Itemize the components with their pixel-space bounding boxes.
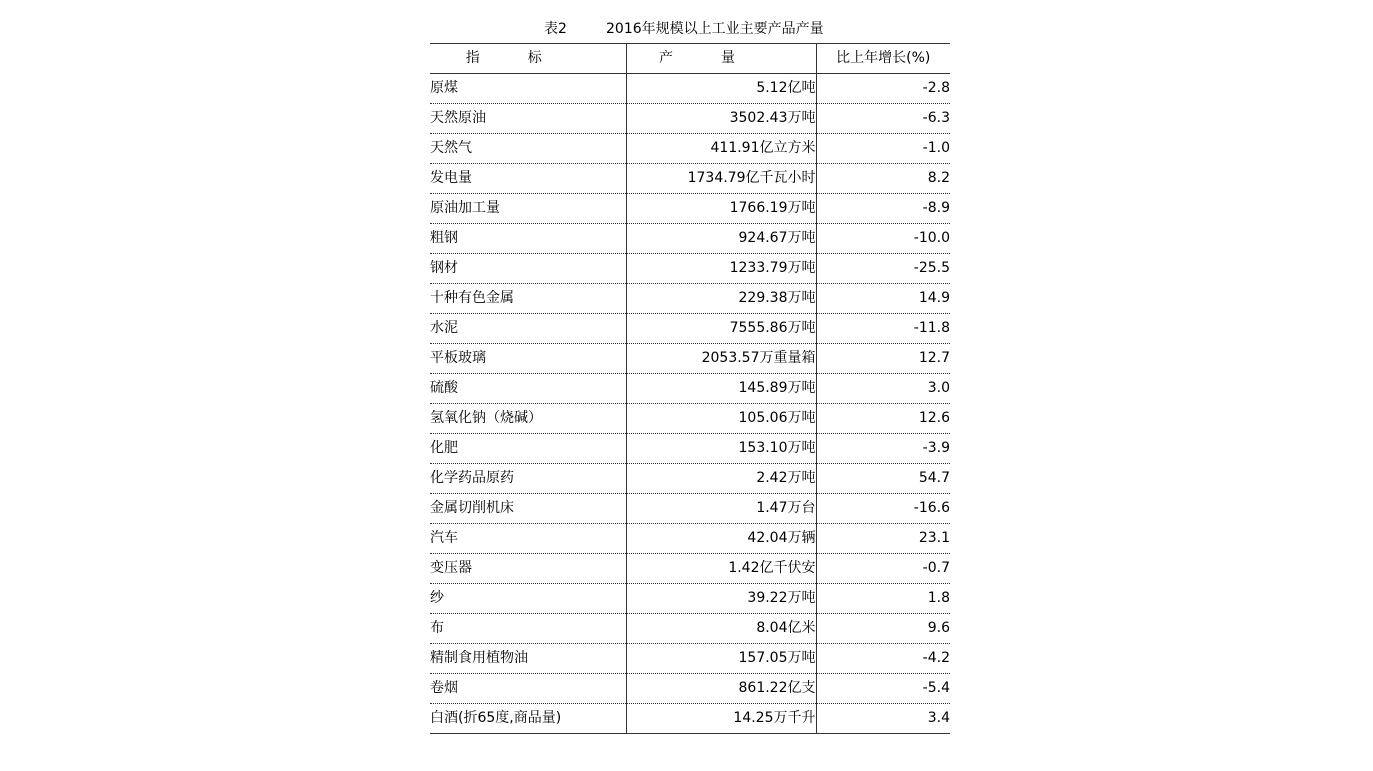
output-cell: 153.10万吨	[626, 434, 816, 464]
product-name-cell: 金属切削机床	[430, 494, 626, 524]
table-number: 表2	[544, 21, 567, 37]
growth-cell: 54.7	[816, 464, 950, 494]
table-row	[430, 494, 950, 524]
column-header-growth: 比上年增长(%)	[816, 44, 950, 74]
table-row	[430, 704, 950, 734]
output-cell: 2053.57万重量箱	[626, 344, 816, 374]
product-name-cell: 化学药品原药	[430, 464, 626, 494]
output-cell: 1.42亿千伏安	[626, 554, 816, 584]
product-name-cell: 粗钢	[430, 224, 626, 254]
table-row	[430, 524, 950, 554]
growth-cell: -11.8	[816, 314, 950, 344]
output-cell: 924.67万吨	[626, 224, 816, 254]
product-name-cell: 平板玻璃	[430, 344, 626, 374]
table-body	[430, 74, 950, 734]
output-cell: 1.47万台	[626, 494, 816, 524]
output-cell: 14.25万千升	[626, 704, 816, 734]
table-row	[430, 584, 950, 614]
output-cell: 5.12亿吨	[626, 74, 816, 104]
table-row	[430, 224, 950, 254]
output-cell: 42.04万辆	[626, 524, 816, 554]
growth-cell: -3.9	[816, 434, 950, 464]
product-name-cell: 十种有色金属	[430, 284, 626, 314]
growth-cell: -25.5	[816, 254, 950, 284]
header-row	[430, 44, 950, 74]
growth-cell: 14.9	[816, 284, 950, 314]
product-name-cell: 精制食用植物油	[430, 644, 626, 674]
table-row	[430, 644, 950, 674]
output-cell: 861.22亿支	[626, 674, 816, 704]
product-name-cell: 钢材	[430, 254, 626, 284]
table-row	[430, 434, 950, 464]
growth-cell: -2.8	[816, 74, 950, 104]
output-cell: 3502.43万吨	[626, 104, 816, 134]
product-output-table	[430, 43, 950, 734]
output-cell: 2.42万吨	[626, 464, 816, 494]
output-cell: 145.89万吨	[626, 374, 816, 404]
output-cell: 105.06万吨	[626, 404, 816, 434]
product-name-cell: 纱	[430, 584, 626, 614]
table-row	[430, 344, 950, 374]
product-name-cell: 化肥	[430, 434, 626, 464]
table-row	[430, 284, 950, 314]
growth-cell: 23.1	[816, 524, 950, 554]
table-row	[430, 194, 950, 224]
table-row	[430, 104, 950, 134]
product-name-cell: 汽车	[430, 524, 626, 554]
column-header-output: 产量	[626, 44, 816, 74]
growth-cell: -16.6	[816, 494, 950, 524]
product-name-cell: 发电量	[430, 164, 626, 194]
product-name-cell: 天然气	[430, 134, 626, 164]
table-row	[430, 374, 950, 404]
table-title-text: 2016年规模以上工业主要产品产量	[606, 21, 824, 37]
table-row	[430, 134, 950, 164]
growth-cell: 12.6	[816, 404, 950, 434]
column-header-name: 指标	[430, 44, 626, 74]
growth-cell: 8.2	[816, 164, 950, 194]
product-name-cell: 氢氧化钠（烧碱）	[430, 404, 626, 434]
growth-cell: 3.0	[816, 374, 950, 404]
table-row	[430, 254, 950, 284]
growth-cell: 12.7	[816, 344, 950, 374]
product-name-cell: 布	[430, 614, 626, 644]
growth-cell: 1.8	[816, 584, 950, 614]
table-row	[430, 164, 950, 194]
output-cell: 1766.19万吨	[626, 194, 816, 224]
product-name-cell: 天然原油	[430, 104, 626, 134]
output-cell: 157.05万吨	[626, 644, 816, 674]
growth-cell: -5.4	[816, 674, 950, 704]
table-row	[430, 404, 950, 434]
table-row	[430, 554, 950, 584]
table-row	[430, 74, 950, 104]
product-name-cell: 水泥	[430, 314, 626, 344]
product-name-cell: 变压器	[430, 554, 626, 584]
table-row	[430, 314, 950, 344]
growth-cell: 9.6	[816, 614, 950, 644]
growth-cell: -8.9	[816, 194, 950, 224]
growth-cell: -0.7	[816, 554, 950, 584]
product-name-cell: 硫酸	[430, 374, 626, 404]
product-name-cell: 原煤	[430, 74, 626, 104]
growth-cell: -10.0	[816, 224, 950, 254]
output-cell: 39.22万吨	[626, 584, 816, 614]
product-name-cell: 白酒(折65度,商品量)	[430, 704, 626, 734]
output-cell: 411.91亿立方米	[626, 134, 816, 164]
growth-cell: -1.0	[816, 134, 950, 164]
product-name-cell: 原油加工量	[430, 194, 626, 224]
output-cell: 1734.79亿千瓦小时	[626, 164, 816, 194]
growth-cell: 3.4	[816, 704, 950, 734]
table-row	[430, 464, 950, 494]
table-row	[430, 614, 950, 644]
output-cell: 229.38万吨	[626, 284, 816, 314]
table-row	[430, 674, 950, 704]
growth-cell: -4.2	[816, 644, 950, 674]
table-title	[430, 18, 950, 40]
output-cell: 8.04亿米	[626, 614, 816, 644]
product-name-cell: 卷烟	[430, 674, 626, 704]
growth-cell: -6.3	[816, 104, 950, 134]
output-cell: 7555.86万吨	[626, 314, 816, 344]
output-cell: 1233.79万吨	[626, 254, 816, 284]
